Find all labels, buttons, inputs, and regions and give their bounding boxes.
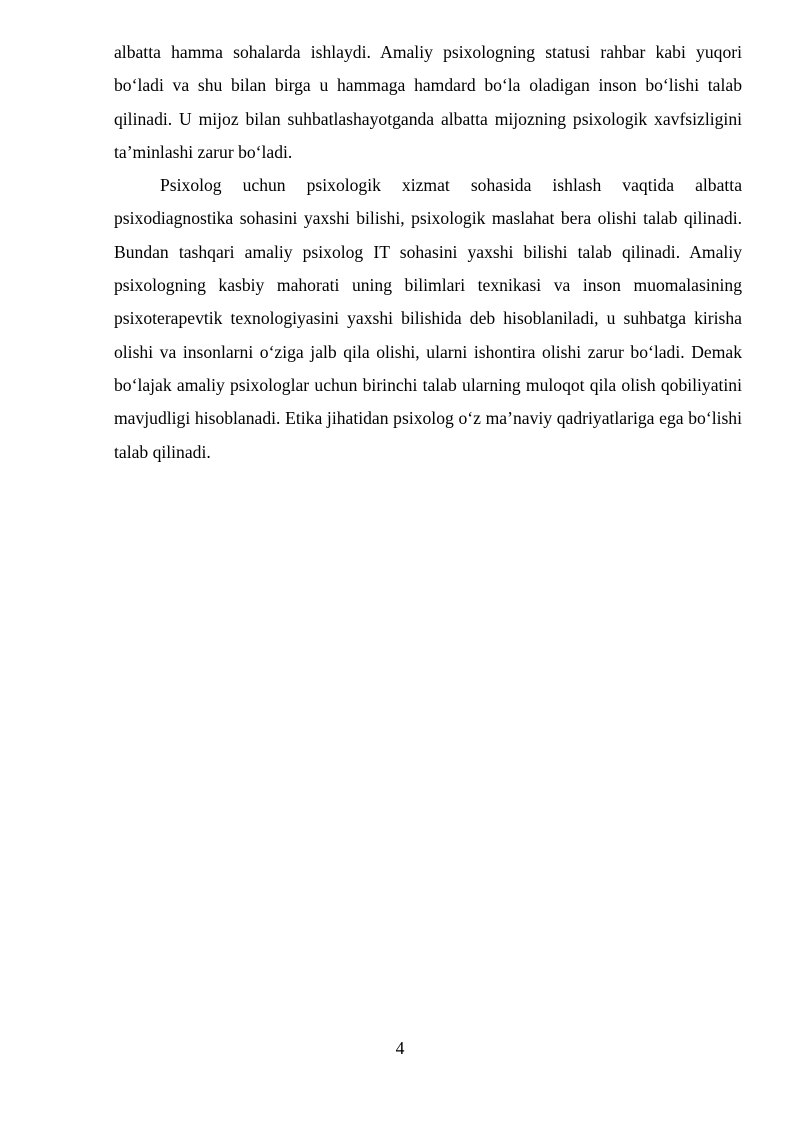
page-number: 4 — [395, 1038, 405, 1058]
body-text — [114, 36, 742, 469]
paragraph-psychologist-requirements: Psixolog uchun psixologik xizmat sohasida ishlash vaqtida albatta psixodiagnostika sohasini yaxshi bilishi, psixologik maslahat bera olishi talab qilinadi. Bundan tashqari amaliy psixolog IT sohasini yaxshi bilishi talab qilinadi. Amaliy psixologning kasbiy mahorati uning bilimlari texnikasi va inson muomalasining psixoterapevtik texnologiyasini yaxshi bilishida deb hisoblaniladi, u suhbatga kirisha olishi va insonlarni o‘ziga jalb qila olishi, ularni ishontira olishi zarur bo‘ladi. Demak bo‘lajak amaliy psixologlar uchun birinchi talab ularning muloqot qila olish qobiliyatini mavjudligi hisoblanadi. Etika jihatidan psixolog o‘z ma’naviy qadriyatlariga ega bo‘lishi talab qilinadi. — [114, 175, 742, 462]
paragraph-continuation: albatta hamma sohalarda ishlaydi. Amaliy psixologning statusi rahbar kabi yuqori bo‘ladi va shu bilan birga u hammaga hamdard bo‘la oladigan inson bo‘lishi talab qilinadi. U mijoz bilan suhbatlashayotganda albatta mijozning psixologik xavfsizligini ta’minlashi zarur bo‘ladi. — [114, 42, 742, 162]
